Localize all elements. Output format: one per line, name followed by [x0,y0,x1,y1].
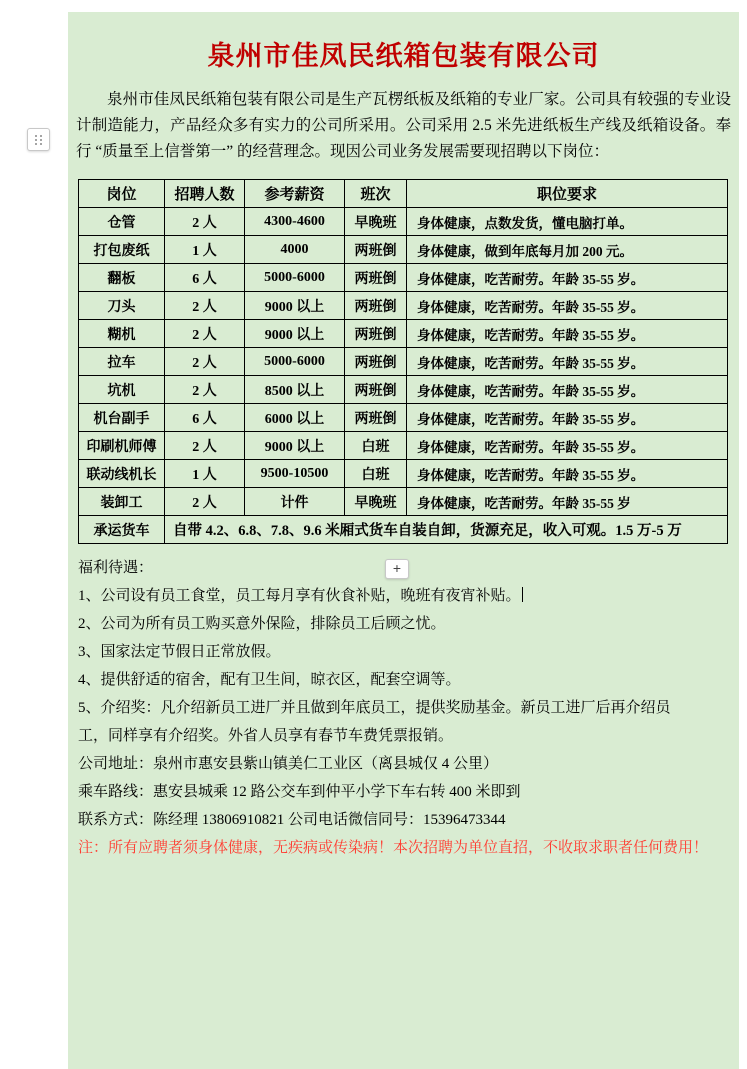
drag-handle[interactable] [27,128,50,151]
benefit-item: 5、介绍奖：凡介绍新员工进厂并且做到年底员工，提供奖励基金。新员工进厂后再介绍员 [78,700,671,716]
bus-route-value: 惠安县城乘 12 路公交车到仲平小学下车右转 400 米即到 [153,784,521,800]
table-header-cell: 参考薪资 [245,180,345,208]
cell-requirements: 身体健康，吃苦耐劳。年龄 35-55 岁。 [407,264,728,292]
cell-salary: 计件 [245,488,345,516]
table-row [79,404,728,432]
table-header-cell: 招聘人数 [165,180,245,208]
cell-headcount: 2 人 [165,348,245,376]
cell-salary: 9000 以上 [245,320,345,348]
intro-paragraph: 泉州市佳凤民纸箱包装有限公司是生产瓦楞纸板及纸箱的专业厂家。公司具有较强的专业设计制造能力，产品经众多有实力的公司所采用。公司采用 2.5 米先进纸板生产线及纸箱设备。奉行 “质量至上信誉第一” 的经营理念。现因公司业务发展需要现招聘以下岗位： [76,91,731,160]
page-margin-left [0,0,68,1069]
cell-shift: 白班 [345,432,407,460]
cell-headcount: 2 人 [165,292,245,320]
cell-position: 刀头 [79,292,165,320]
cell-requirements: 身体健康，吃苦耐劳。年龄 35-55 岁。 [407,432,728,460]
cell-requirements: 身体健康，吃苦耐劳。年龄 35-55 岁。 [407,376,728,404]
cell-shift: 两班倒 [345,264,407,292]
cell-salary: 8500 以上 [245,376,345,404]
table-row [79,320,728,348]
cell-salary: 5000-6000 [245,264,345,292]
company-address [78,750,729,778]
contact-info [78,806,729,834]
notice-text: 注：所有应聘者须身体健康，无疾病或传染病！本次招聘为单位直招，不收取求职者任何费用！ [78,840,709,856]
cell-requirements: 身体健康，吃苦耐劳。年龄 35-55 岁。 [407,404,728,432]
table-row [79,460,728,488]
cell-shift: 两班倒 [345,404,407,432]
page-edge-tick [739,445,747,471]
benefit-item: 3、国家法定节假日正常放假。 [78,644,281,660]
table-row [79,488,728,516]
cell-headcount: 1 人 [165,236,245,264]
cell-requirements: 身体健康，吃苦耐劳。年龄 35-55 岁。 [407,460,728,488]
jobs-table [78,179,728,544]
cell-salary: 9500-10500 [245,460,345,488]
cell-truck-details: 自带 4.2、6.8、7.8、9.6 米厢式货车自装自卸，货源充足，收入可观。1.5 万-5 万 [165,516,728,544]
page-margin-right [739,0,747,1069]
table-row [79,292,728,320]
benefit-item-text: 1、公司设有员工食堂，员工每月享有伙食补贴，晚班有夜宵补贴。 [78,588,521,604]
cell-salary: 9000 以上 [245,432,345,460]
cell-requirements: 身体健康，吃苦耐劳。年龄 35-55 岁 [407,488,728,516]
cell-headcount: 2 人 [165,432,245,460]
cell-shift: 白班 [345,460,407,488]
cell-position: 打包废纸 [79,236,165,264]
contact-label: 联系方式： [78,812,154,828]
page-edge-tick [739,186,747,212]
bus-route [78,778,729,806]
table-header-cell: 职位要求 [407,180,728,208]
cell-shift: 早晚班 [345,488,407,516]
table-row [79,432,728,460]
cell-shift: 两班倒 [345,292,407,320]
cell-headcount: 6 人 [165,404,245,432]
cell-salary: 4300-4600 [245,208,345,236]
table-header-row [79,180,728,208]
cell-requirements: 身体健康，吃苦耐劳。年龄 35-55 岁。 [407,348,728,376]
page-margin-top [0,0,747,12]
table-header-cell: 岗位 [79,180,165,208]
text-cursor [522,587,523,602]
cell-position: 坑机 [79,376,165,404]
benefits-section [78,554,729,862]
document-body [68,12,739,1069]
cell-position: 装卸工 [79,488,165,516]
company-address-label: 公司地址： [78,756,154,772]
cell-requirements: 身体健康，点数发货，懂电脑打单。 [407,208,728,236]
benefit-item [78,582,729,610]
cell-requirements: 身体健康，吃苦耐劳。年龄 35-55 岁。 [407,320,728,348]
page-edge-tick [739,556,747,582]
company-address-value: 泉州市惠安县紫山镇美仁工业区（离县城仅 4 公里） [153,756,499,772]
table-row [79,236,728,264]
cell-shift: 两班倒 [345,320,407,348]
cell-headcount: 2 人 [165,320,245,348]
cell-requirements: 身体健康，吃苦耐劳。年龄 35-55 岁。 [407,292,728,320]
cell-shift: 两班倒 [345,348,407,376]
cell-headcount: 2 人 [165,208,245,236]
cell-headcount: 2 人 [165,488,245,516]
page-edge-tick [739,332,747,358]
cell-salary: 4000 [245,236,345,264]
table-row [79,208,728,236]
cell-position: 联动线机长 [79,460,165,488]
add-row-button[interactable]: + [385,559,409,579]
contact-value: 陈经理 13806910821 公司电话微信同号：15396473344 [153,812,506,828]
cell-position: 翻板 [79,264,165,292]
drag-handle-dots-icon [35,135,43,145]
cell-salary: 5000-6000 [245,348,345,376]
cell-position: 糊机 [79,320,165,348]
table-row-truck [79,516,728,544]
cell-headcount: 6 人 [165,264,245,292]
cell-shift: 两班倒 [345,376,407,404]
table-row [79,348,728,376]
cell-position: 机台副手 [79,404,165,432]
table-row [79,264,728,292]
benefit-item: 4、提供舒适的宿舍，配有卫生间，晾衣区，配套空调等。 [78,672,461,688]
cell-requirements: 身体健康，做到年底每月加 200 元。 [407,236,728,264]
benefits-title: 福利待遇： [78,560,154,576]
cell-salary: 6000 以上 [245,404,345,432]
table-header-cell: 班次 [345,180,407,208]
cell-headcount: 2 人 [165,376,245,404]
cell-salary: 9000 以上 [245,292,345,320]
cell-shift: 早晚班 [345,208,407,236]
cell-position: 拉车 [79,348,165,376]
bus-route-label: 乘车路线： [78,784,154,800]
cell-headcount: 1 人 [165,460,245,488]
cell-shift: 两班倒 [345,236,407,264]
cell-position: 承运货车 [79,516,165,544]
benefit-item: 2、公司为所有员工购买意外保险，排除员工后顾之忧。 [78,616,446,632]
benefit-item-continued: 工，同样享有介绍奖。外省人员享有春节车费凭票报销。 [78,728,454,744]
table-row [79,376,728,404]
page-title: 泉州市佳凤民纸箱包装有限公司 [207,41,600,71]
cell-position: 印刷机师傅 [79,432,165,460]
cell-position: 仓管 [79,208,165,236]
